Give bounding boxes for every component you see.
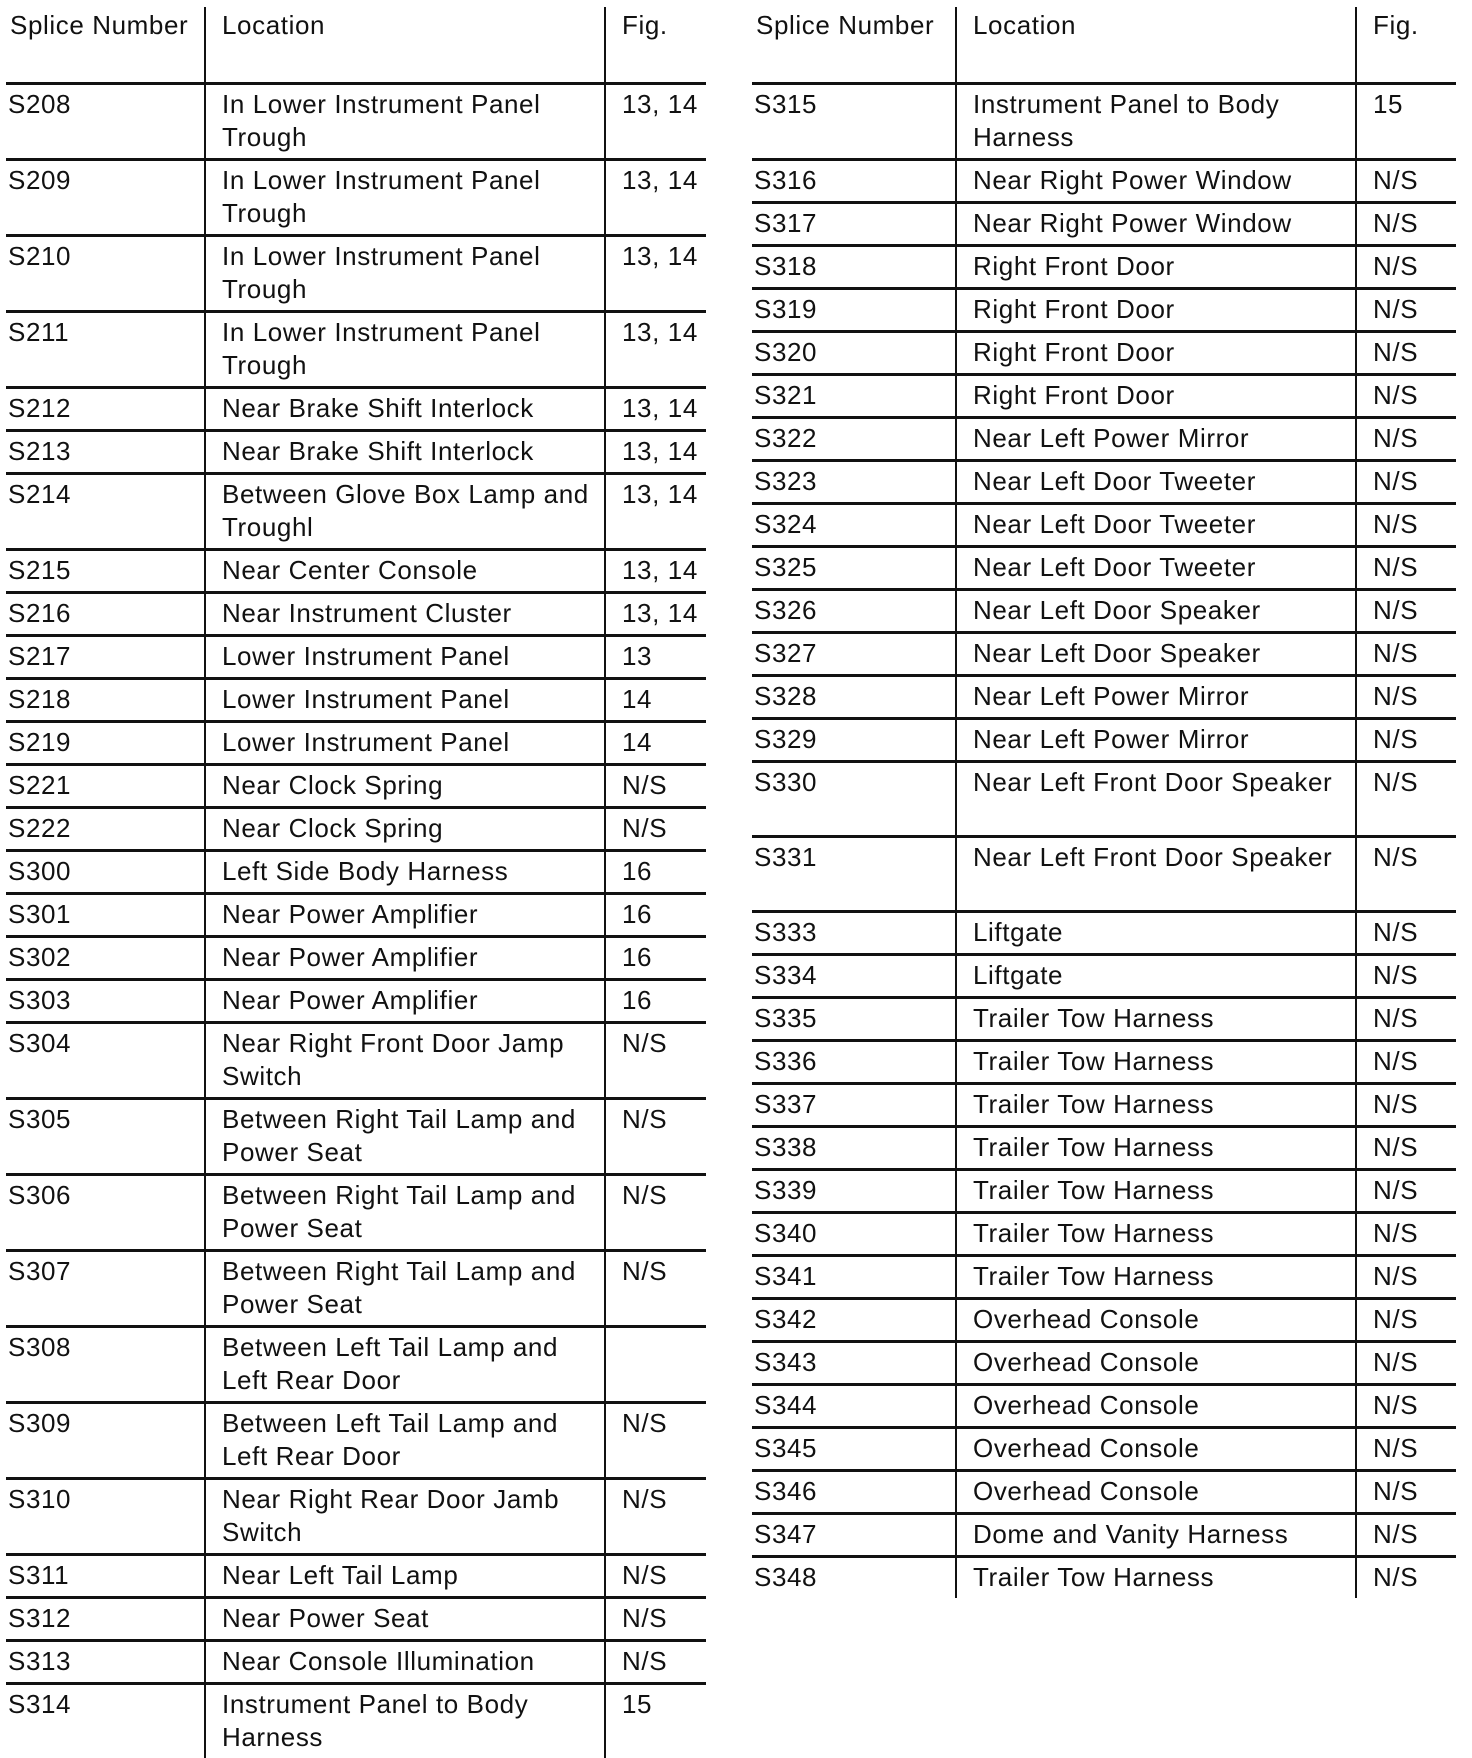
table-row: [752, 1557, 1456, 1599]
splice-number-cell: S303: [6, 980, 205, 1023]
location-cell: Right Front Door: [956, 332, 1356, 375]
location-cell: Near Left Door Tweeter: [956, 461, 1356, 504]
splice-number-cell: S338: [752, 1127, 956, 1170]
splice-number-cell: S212: [6, 388, 205, 431]
table-row: [752, 676, 1456, 719]
fig-cell: N/S: [1356, 1084, 1456, 1127]
splice-number-cell: S342: [752, 1299, 956, 1342]
splice-number-cell: S213: [6, 431, 205, 474]
splice-number-cell: S215: [6, 550, 205, 593]
location-cell: Trailer Tow Harness: [956, 1557, 1356, 1599]
fig-cell: N/S: [1356, 1557, 1456, 1599]
splice-number-cell: S312: [6, 1598, 205, 1641]
splice-number-cell: S324: [752, 504, 956, 547]
table-row: [752, 289, 1456, 332]
fig-cell: N/S: [605, 1175, 706, 1251]
location-cell: Overhead Console: [956, 1471, 1356, 1514]
fig-cell: [605, 1327, 706, 1403]
splice-number-cell: S300: [6, 851, 205, 894]
table-row: [6, 937, 706, 980]
fig-cell: N/S: [1356, 1471, 1456, 1514]
fig-cell: N/S: [605, 1023, 706, 1099]
location-cell: Overhead Console: [956, 1342, 1356, 1385]
table-row: [6, 593, 706, 636]
table-row: [752, 1342, 1456, 1385]
fig-cell: 14: [605, 722, 706, 765]
table-row: [6, 236, 706, 312]
fig-cell: N/S: [1356, 1385, 1456, 1428]
splice-number-cell: S331: [752, 837, 956, 912]
table-row: [752, 547, 1456, 590]
splice-number-cell: S305: [6, 1099, 205, 1175]
splice-number-cell: S328: [752, 676, 956, 719]
location-cell: Near Left Power Mirror: [956, 719, 1356, 762]
fig-cell: 13, 14: [605, 312, 706, 388]
fig-cell: N/S: [605, 1251, 706, 1327]
location-cell: Lower Instrument Panel: [205, 722, 605, 765]
splice-number-cell: S314: [6, 1684, 205, 1758]
fig-cell: 16: [605, 851, 706, 894]
fig-cell: 13: [605, 636, 706, 679]
table-row: [6, 1641, 706, 1684]
splice-number-cell: S323: [752, 461, 956, 504]
splice-number-cell: S306: [6, 1175, 205, 1251]
location-cell: Near Left Front Door Speaker: [956, 837, 1356, 912]
table-row: [752, 719, 1456, 762]
fig-cell: N/S: [1356, 719, 1456, 762]
table-row: [752, 912, 1456, 955]
table-row: [6, 1403, 706, 1479]
table-row: [6, 1251, 706, 1327]
splice-number-cell: S222: [6, 808, 205, 851]
fig-cell: N/S: [605, 765, 706, 808]
table-row: [752, 590, 1456, 633]
fig-cell: N/S: [605, 1479, 706, 1555]
table-row: [752, 504, 1456, 547]
splice-number-cell: S333: [752, 912, 956, 955]
table-row: [752, 160, 1456, 203]
splice-number-cell: S348: [752, 1557, 956, 1599]
table-row: [752, 1471, 1456, 1514]
fig-cell: N/S: [1356, 504, 1456, 547]
header-location: Location: [956, 7, 1356, 84]
splice-number-cell: S329: [752, 719, 956, 762]
header-fig: Fig.: [1356, 7, 1456, 84]
table-row: [6, 808, 706, 851]
table-row: [752, 762, 1456, 837]
table-row: [752, 955, 1456, 998]
location-cell: Instrument Panel to Body Harness: [205, 1684, 605, 1758]
table-row: [6, 474, 706, 550]
fig-cell: 16: [605, 894, 706, 937]
fig-cell: N/S: [1356, 375, 1456, 418]
fig-cell: N/S: [605, 1403, 706, 1479]
table-row: [752, 1213, 1456, 1256]
table-row: [6, 550, 706, 593]
splice-number-cell: S335: [752, 998, 956, 1041]
fig-cell: N/S: [1356, 1299, 1456, 1342]
location-cell: Near Left Tail Lamp: [205, 1555, 605, 1598]
location-cell: Dome and Vanity Harness: [956, 1514, 1356, 1557]
fig-cell: N/S: [1356, 590, 1456, 633]
table-row: [752, 1428, 1456, 1471]
location-cell: Right Front Door: [956, 375, 1356, 418]
splice-number-cell: S346: [752, 1471, 956, 1514]
splice-number-cell: S337: [752, 1084, 956, 1127]
location-cell: Trailer Tow Harness: [956, 1213, 1356, 1256]
header-fig: Fig.: [605, 7, 706, 84]
splice-number-cell: S311: [6, 1555, 205, 1598]
splice-number-cell: S344: [752, 1385, 956, 1428]
table-row: [6, 1598, 706, 1641]
fig-cell: 14: [605, 679, 706, 722]
fig-cell: 13, 14: [605, 593, 706, 636]
fig-cell: N/S: [1356, 912, 1456, 955]
fig-cell: 13, 14: [605, 160, 706, 236]
location-cell: In Lower Instrument Panel Trough: [205, 236, 605, 312]
location-cell: In Lower Instrument Panel Trough: [205, 312, 605, 388]
location-cell: Right Front Door: [956, 289, 1356, 332]
splice-number-cell: S301: [6, 894, 205, 937]
splice-number-cell: S309: [6, 1403, 205, 1479]
fig-cell: N/S: [605, 1641, 706, 1684]
fig-cell: N/S: [1356, 998, 1456, 1041]
splice-number-cell: S307: [6, 1251, 205, 1327]
fig-cell: N/S: [605, 1099, 706, 1175]
table-row: [752, 837, 1456, 912]
table-row: [6, 722, 706, 765]
table-row: [752, 418, 1456, 461]
header-splice-number: Splice Number: [752, 7, 956, 84]
location-cell: Near Power Seat: [205, 1598, 605, 1641]
splice-number-cell: S209: [6, 160, 205, 236]
splice-number-cell: S302: [6, 937, 205, 980]
splice-number-cell: S210: [6, 236, 205, 312]
table-row: [6, 851, 706, 894]
splice-number-cell: S304: [6, 1023, 205, 1099]
fig-cell: N/S: [1356, 762, 1456, 837]
location-cell: Trailer Tow Harness: [956, 1170, 1356, 1213]
location-cell: Near Left Door Tweeter: [956, 504, 1356, 547]
splice-number-cell: S218: [6, 679, 205, 722]
location-cell: Near Brake Shift Interlock: [205, 431, 605, 474]
table-row: [752, 203, 1456, 246]
location-cell: Liftgate: [956, 912, 1356, 955]
splice-number-cell: S345: [752, 1428, 956, 1471]
location-cell: Near Left Front Door Speaker: [956, 762, 1356, 837]
table-row: [6, 1175, 706, 1251]
fig-cell: N/S: [1356, 547, 1456, 590]
splice-number-cell: S334: [752, 955, 956, 998]
table-row: [752, 1084, 1456, 1127]
fig-cell: N/S: [1356, 1041, 1456, 1084]
table-row: [6, 84, 706, 160]
table-row: [752, 461, 1456, 504]
fig-cell: N/S: [1356, 1170, 1456, 1213]
location-cell: Instrument Panel to Body Harness: [956, 84, 1356, 160]
location-cell: Near Right Power Window: [956, 160, 1356, 203]
table-row: [752, 246, 1456, 289]
fig-cell: 13, 14: [605, 388, 706, 431]
fig-cell: 13, 14: [605, 84, 706, 160]
fig-cell: N/S: [1356, 160, 1456, 203]
fig-cell: 13, 14: [605, 474, 706, 550]
table-row: [752, 1299, 1456, 1342]
location-cell: Left Side Body Harness: [205, 851, 605, 894]
location-cell: Trailer Tow Harness: [956, 1084, 1356, 1127]
location-cell: Near Left Door Tweeter: [956, 547, 1356, 590]
fig-cell: N/S: [1356, 289, 1456, 332]
fig-cell: N/S: [1356, 332, 1456, 375]
location-cell: Trailer Tow Harness: [956, 998, 1356, 1041]
table-row: [6, 1023, 706, 1099]
location-cell: Between Glove Box Lamp and Troughl: [205, 474, 605, 550]
table-row: [6, 1099, 706, 1175]
splice-number-cell: S320: [752, 332, 956, 375]
splice-number-cell: S317: [752, 203, 956, 246]
location-cell: In Lower Instrument Panel Trough: [205, 84, 605, 160]
location-cell: In Lower Instrument Panel Trough: [205, 160, 605, 236]
table-row: [6, 980, 706, 1023]
location-cell: Between Right Tail Lamp and Power Seat: [205, 1099, 605, 1175]
location-cell: Near Clock Spring: [205, 808, 605, 851]
splice-number-cell: S347: [752, 1514, 956, 1557]
splice-number-cell: S325: [752, 547, 956, 590]
location-cell: Near Right Rear Door Jamb Switch: [205, 1479, 605, 1555]
splice-number-cell: S316: [752, 160, 956, 203]
location-cell: Near Clock Spring: [205, 765, 605, 808]
table-row: [752, 1170, 1456, 1213]
location-cell: Near Center Console: [205, 550, 605, 593]
splice-number-cell: S326: [752, 590, 956, 633]
location-cell: Near Power Amplifier: [205, 980, 605, 1023]
location-cell: Near Power Amplifier: [205, 937, 605, 980]
fig-cell: N/S: [1356, 1428, 1456, 1471]
splice-number-cell: S322: [752, 418, 956, 461]
fig-cell: N/S: [1356, 246, 1456, 289]
location-cell: Liftgate: [956, 955, 1356, 998]
splice-number-cell: S321: [752, 375, 956, 418]
splice-number-cell: S339: [752, 1170, 956, 1213]
table-row: [752, 1127, 1456, 1170]
location-cell: Near Power Amplifier: [205, 894, 605, 937]
header-row: [752, 7, 1456, 84]
fig-cell: 13, 14: [605, 431, 706, 474]
table-row: [6, 636, 706, 679]
location-cell: Near Left Power Mirror: [956, 418, 1356, 461]
fig-cell: N/S: [1356, 1342, 1456, 1385]
splice-number-cell: S341: [752, 1256, 956, 1299]
fig-cell: N/S: [1356, 203, 1456, 246]
fig-cell: N/S: [1356, 418, 1456, 461]
table-row: [6, 160, 706, 236]
location-cell: Between Right Tail Lamp and Power Seat: [205, 1175, 605, 1251]
table-row: [752, 1256, 1456, 1299]
fig-cell: N/S: [1356, 1127, 1456, 1170]
splice-number-cell: S319: [752, 289, 956, 332]
location-cell: Near Console Illumination: [205, 1641, 605, 1684]
location-cell: Between Right Tail Lamp and Power Seat: [205, 1251, 605, 1327]
table-row: [752, 375, 1456, 418]
splice-number-cell: S219: [6, 722, 205, 765]
fig-cell: 16: [605, 937, 706, 980]
location-cell: Right Front Door: [956, 246, 1356, 289]
location-cell: Overhead Console: [956, 1428, 1356, 1471]
fig-cell: N/S: [1356, 1213, 1456, 1256]
table-row: [752, 1514, 1456, 1557]
splice-table-left: [6, 7, 706, 1758]
fig-cell: N/S: [1356, 461, 1456, 504]
location-cell: Lower Instrument Panel: [205, 636, 605, 679]
fig-cell: 13, 14: [605, 236, 706, 312]
header-location: Location: [205, 7, 605, 84]
table-row: [6, 1555, 706, 1598]
table-row: [752, 84, 1456, 160]
splice-number-cell: S216: [6, 593, 205, 636]
splice-number-cell: S217: [6, 636, 205, 679]
splice-number-cell: S308: [6, 1327, 205, 1403]
header-splice-number: Splice Number: [6, 7, 205, 84]
fig-cell: 15: [1356, 84, 1456, 160]
fig-cell: N/S: [605, 808, 706, 851]
splice-number-cell: S330: [752, 762, 956, 837]
location-cell: Near Left Door Speaker: [956, 633, 1356, 676]
location-cell: Between Left Tail Lamp and Left Rear Door: [205, 1327, 605, 1403]
splice-number-cell: S318: [752, 246, 956, 289]
table-row: [6, 1327, 706, 1403]
table-row: [6, 894, 706, 937]
table-row: [6, 431, 706, 474]
splice-number-cell: S327: [752, 633, 956, 676]
fig-cell: 15: [605, 1684, 706, 1758]
fig-cell: 16: [605, 980, 706, 1023]
location-cell: Near Right Power Window: [956, 203, 1356, 246]
splice-number-cell: S211: [6, 312, 205, 388]
location-cell: Lower Instrument Panel: [205, 679, 605, 722]
location-cell: Near Right Front Door Jamp Switch: [205, 1023, 605, 1099]
location-cell: Overhead Console: [956, 1299, 1356, 1342]
fig-cell: 13, 14: [605, 550, 706, 593]
splice-number-cell: S343: [752, 1342, 956, 1385]
fig-cell: N/S: [1356, 1256, 1456, 1299]
splice-number-cell: S336: [752, 1041, 956, 1084]
splice-number-cell: S315: [752, 84, 956, 160]
splice-number-cell: S214: [6, 474, 205, 550]
splice-table-right: [752, 7, 1456, 1598]
location-cell: Trailer Tow Harness: [956, 1127, 1356, 1170]
table-row: [752, 998, 1456, 1041]
location-cell: Trailer Tow Harness: [956, 1256, 1356, 1299]
table-row: [6, 312, 706, 388]
location-cell: Near Left Door Speaker: [956, 590, 1356, 633]
splice-number-cell: S313: [6, 1641, 205, 1684]
table-row: [6, 679, 706, 722]
splice-number-cell: S340: [752, 1213, 956, 1256]
fig-cell: N/S: [1356, 955, 1456, 998]
table-row: [6, 1684, 706, 1758]
table-row: [752, 633, 1456, 676]
table-row: [752, 332, 1456, 375]
location-cell: Between Left Tail Lamp and Left Rear Door: [205, 1403, 605, 1479]
fig-cell: N/S: [605, 1555, 706, 1598]
table-row: [752, 1385, 1456, 1428]
table-row: [6, 765, 706, 808]
location-cell: Near Brake Shift Interlock: [205, 388, 605, 431]
location-cell: Near Left Power Mirror: [956, 676, 1356, 719]
table-row: [6, 388, 706, 431]
location-cell: Near Instrument Cluster: [205, 593, 605, 636]
table-row: [752, 1041, 1456, 1084]
fig-cell: N/S: [1356, 1514, 1456, 1557]
fig-cell: N/S: [1356, 837, 1456, 912]
splice-number-cell: S310: [6, 1479, 205, 1555]
location-cell: Overhead Console: [956, 1385, 1356, 1428]
location-cell: Trailer Tow Harness: [956, 1041, 1356, 1084]
splice-number-cell: S221: [6, 765, 205, 808]
fig-cell: N/S: [605, 1598, 706, 1641]
splice-number-cell: S208: [6, 84, 205, 160]
fig-cell: N/S: [1356, 633, 1456, 676]
fig-cell: N/S: [1356, 676, 1456, 719]
table-row: [6, 1479, 706, 1555]
header-row: [6, 7, 706, 84]
